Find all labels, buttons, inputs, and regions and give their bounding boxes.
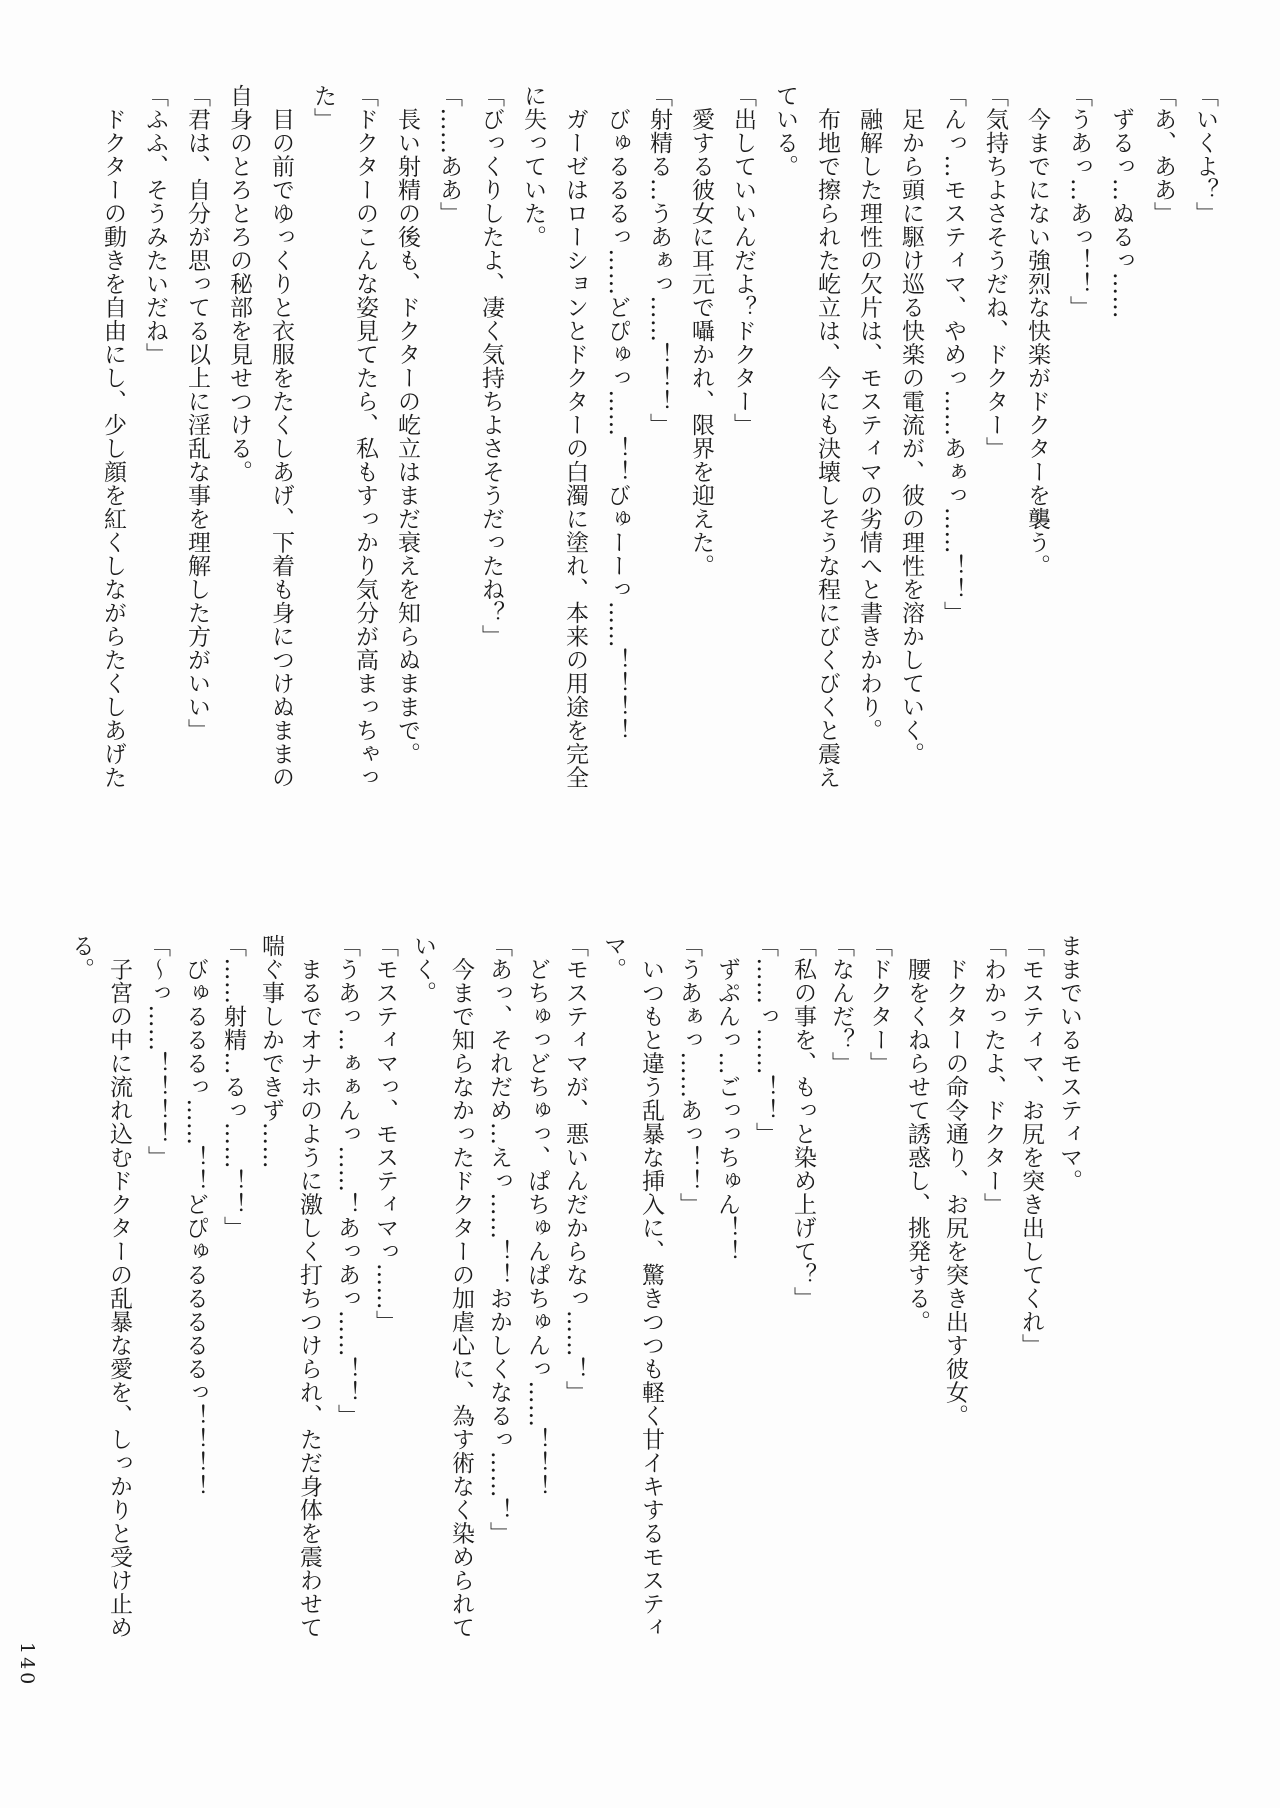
text-column: 「私の事を、もっと染め上げて？」: [790, 934, 816, 1310]
text-column: 「……ああ」: [436, 84, 462, 225]
text-column: いく。: [410, 934, 436, 1005]
text-column: 喘ぐ事しかできず……: [258, 934, 284, 1169]
text-column: 「モスティマ、お尻を突き出してくれ」: [1018, 934, 1044, 1357]
text-column: 「あ、ああ」: [1150, 84, 1176, 225]
text-column: 目の前でゆっくりと衣服をたくしあげ、下着も身につけぬままの: [268, 84, 294, 789]
text-column: ままでいるモスティマ。: [1056, 934, 1082, 1193]
text-column: 「うあっ…ぁぁんっ……！あっあっ……！！」: [334, 934, 360, 1428]
text-column: マ。: [600, 934, 626, 981]
text-column: 「ふふ、そうみたいだね」: [142, 84, 168, 366]
text-column: る。: [68, 934, 94, 981]
text-column: 「うあっ…あっ！！」: [1066, 84, 1092, 319]
text-column: 今までにない強烈な快楽がドクターを襲う。: [1024, 84, 1050, 578]
text-column: びゅるるるっ……！！どぴゅるるるるるっ！！！！: [182, 934, 208, 1498]
novel-text-block-lower: [62, 934, 1088, 1678]
text-column: 今まで知らなかったドクターの加虐心に、為す術なく染められて: [448, 934, 474, 1639]
text-column: 「あっ、それだめ…えっ……！！おかしくなるっ……！」: [486, 934, 512, 1545]
text-column: 「ドクターのこんな姿見てたら、私もすっかり気分が高まっちゃっ: [352, 84, 378, 789]
text-column: 腰をくねらせて誘惑し、挑発する。: [904, 934, 930, 1334]
text-column: 「君は、自分が思ってる以上に淫乱な事を理解した方がいい」: [184, 84, 210, 742]
text-column: 「……射精…るっ……！！」: [220, 934, 246, 1240]
text-column: いつもと違う乱暴な挿入に、驚きつつも軽く甘イキするモスティ: [638, 934, 664, 1639]
text-column: 愛する彼女に耳元で囁かれ、限界を迎えた。: [688, 84, 714, 578]
text-column: ずるっ…ぬるっ……: [1108, 84, 1134, 319]
text-column: 「いくよ？」: [1192, 84, 1218, 225]
text-column: 「なんだ？」: [828, 934, 854, 1075]
novel-text-block-upper: [92, 84, 1226, 800]
text-column: ドクターの命令通り、お尻を突き出す彼女。: [942, 934, 968, 1428]
text-column: ガーゼはローションとドクターの白濁に塗れ、本来の用途を完全: [562, 84, 588, 789]
text-column: 子宮の中に流れ込むドクターの乱暴な愛を、しっかりと受け止め: [106, 934, 132, 1639]
text-column: 長い射精の後も、ドクターの屹立はまだ衰えを知らぬままで。: [394, 84, 420, 766]
text-column: びゅるるるっ……どぴゅっ……！！びゅーーっ……！！！！: [604, 84, 630, 742]
text-column: 「……っ……！！」: [752, 934, 778, 1146]
text-column: 「気持ちよさそうだね、ドクター」: [982, 84, 1008, 460]
text-column: に失っていた。: [520, 84, 546, 249]
text-column: まるでオナホのように激しく打ちつけられ、ただ身体を震わせて: [296, 934, 322, 1639]
text-column: 「モスティマが、悪いんだからなっ……！」: [562, 934, 588, 1404]
text-column: 「びっくりしたよ、凄く気持ちよさそうだったね？」: [478, 84, 504, 648]
text-column: 布地で擦られた屹立は、今にも決壊しそうな程にびくびくと震え: [814, 84, 840, 789]
text-column: 融解した理性の欠片は、モスティマの劣情へと書きかわり。: [856, 84, 882, 742]
text-column: ている。: [772, 84, 798, 178]
text-column: ずぷんっ…ごっっちゅん！！: [714, 934, 740, 1263]
text-column: 自身のとろとろの秘部を見せつける。: [226, 84, 252, 484]
text-column: 「〜っ……！！！！」: [144, 934, 170, 1169]
text-column: 「ドクター」: [866, 934, 892, 1075]
text-column: 「モスティマっ、モスティマっ……」: [372, 934, 398, 1334]
text-column: どちゅっどちゅっ、ぱちゅんぱちゅんっ……！！！: [524, 934, 550, 1498]
text-column: 「射精る…うあぁっ……！！！」: [646, 84, 672, 437]
text-column: ドクターの動きを自由にし、少し顔を紅くしながらたくしあげた: [100, 84, 126, 789]
text-column: 足から頭に駆け巡る快楽の電流が、彼の理性を溶かしていく。: [898, 84, 924, 766]
page-number: 140: [16, 1642, 38, 1688]
text-column: 「わかったよ、ドクター」: [980, 934, 1006, 1216]
text-column: 「んっ…モスティマ、やめっ……あぁっ……！！」: [940, 84, 966, 625]
text-column: 「出していいんだよ？ドクター」: [730, 84, 756, 437]
text-column: た」: [310, 84, 336, 131]
text-column: 「うあぁっ……あっ！！」: [676, 934, 702, 1216]
